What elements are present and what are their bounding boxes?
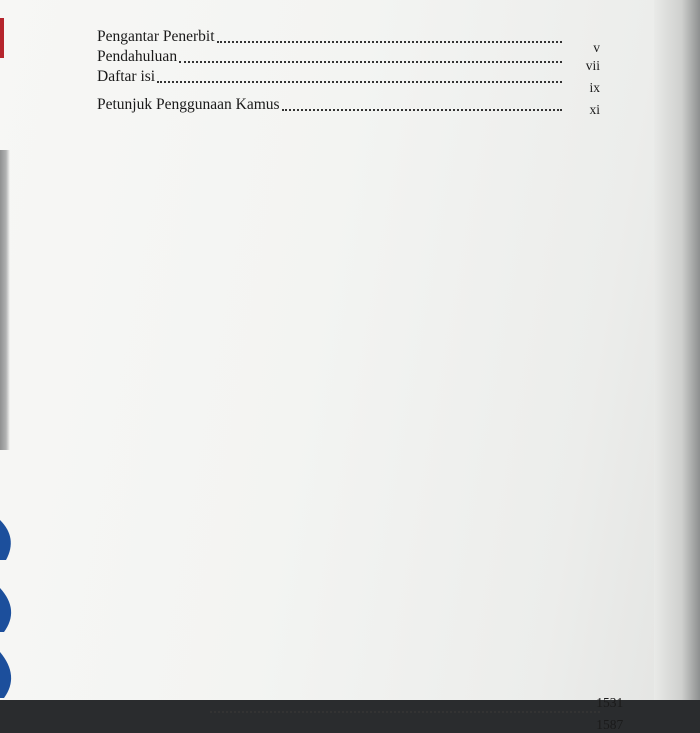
toc-entry-title: Pendahuluan <box>97 48 178 65</box>
toc-entry-title: Petunjuk Penggunaan Kamus <box>97 96 280 113</box>
toc-page-number: ix <box>589 80 600 95</box>
dot-leader <box>282 109 562 111</box>
toc-page-number: 1587 <box>596 716 624 732</box>
toc-page-number: v <box>593 40 600 55</box>
dot-leader <box>210 711 600 713</box>
toc-entry-title: Daftar isi <box>97 68 156 85</box>
toc-front-row[interactable] <box>0 28 700 55</box>
toc-front-row[interactable] <box>0 96 700 116</box>
toc-page-number: xi <box>589 102 600 117</box>
toc-page-number: 1531 <box>596 694 624 710</box>
toc-page-number: vii <box>585 58 600 73</box>
toc-letter-row[interactable] <box>0 694 700 732</box>
toc-entry-title: Pengantar Penerbit <box>97 28 215 45</box>
dot-leader <box>217 41 562 43</box>
toc-front-row[interactable] <box>0 68 700 95</box>
toc-front-row[interactable] <box>0 48 700 73</box>
dot-leader <box>157 81 562 83</box>
dot-leader <box>179 61 562 63</box>
